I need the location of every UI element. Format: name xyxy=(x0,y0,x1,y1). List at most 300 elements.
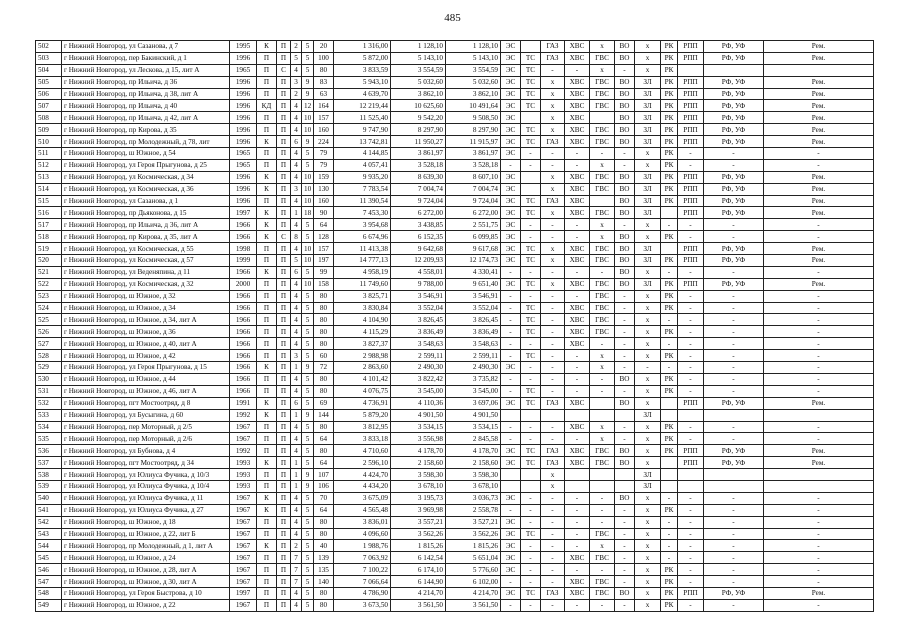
table-cell: 7 453,30 xyxy=(334,207,391,219)
table-row xyxy=(36,290,874,302)
table-row xyxy=(36,76,874,88)
table-cell: 7 100,22 xyxy=(334,564,391,576)
table-cell: 80 xyxy=(314,516,334,528)
table-cell: 20 xyxy=(314,41,334,53)
table-cell: 3 825,71 xyxy=(334,290,391,302)
table-cell: 8 607,10 xyxy=(446,171,501,183)
table-cell: П xyxy=(277,445,291,457)
table-cell: ТС xyxy=(521,88,541,100)
table-cell: П xyxy=(277,266,291,278)
table-cell: - xyxy=(764,148,874,160)
table-cell: 3 827,37 xyxy=(334,338,391,350)
table-cell: - xyxy=(764,159,874,171)
table-cell: 6 674,96 xyxy=(334,231,391,243)
table-cell: 80 xyxy=(314,421,334,433)
table-cell: 1 xyxy=(291,480,302,492)
table-cell: ЭС xyxy=(501,552,521,564)
table-cell: П xyxy=(277,409,291,421)
table-cell: ЗЛ xyxy=(635,124,661,136)
table-cell: 80 xyxy=(314,338,334,350)
table-cell: 4 xyxy=(291,587,302,599)
table-cell xyxy=(565,409,590,421)
table-cell: 1996 xyxy=(230,100,257,112)
table-cell: ХВС xyxy=(565,195,590,207)
table-cell: 10 xyxy=(302,183,314,195)
table-cell xyxy=(590,469,615,481)
table-cell: 6 152,35 xyxy=(391,231,446,243)
table-cell: ГВС xyxy=(590,207,615,219)
table-cell: 5 xyxy=(291,52,302,64)
table-cell: - xyxy=(678,373,704,385)
table-cell: К xyxy=(257,41,277,53)
table-cell: - xyxy=(661,219,678,231)
table-cell: 11 749,60 xyxy=(334,278,391,290)
table-cell: 160 xyxy=(314,124,334,136)
table-row xyxy=(36,159,874,171)
table-cell: 1967 xyxy=(230,504,257,516)
table-cell: П xyxy=(257,576,277,588)
table-cell: - xyxy=(590,564,615,576)
table-cell: 5 xyxy=(302,433,314,445)
table-cell: РФ, УФ xyxy=(704,124,764,136)
table-cell: - xyxy=(764,576,874,588)
table-cell: - xyxy=(541,302,565,314)
table-row xyxy=(36,528,874,540)
table-cell: - xyxy=(704,564,764,576)
table-cell: ТС xyxy=(521,100,541,112)
table-cell: ХВС xyxy=(565,76,590,88)
table-cell: П xyxy=(257,76,277,88)
table-cell: 159 xyxy=(314,171,334,183)
table-cell: 7 xyxy=(291,564,302,576)
table-cell: - xyxy=(521,231,541,243)
table-cell: П xyxy=(277,421,291,433)
table-cell: 1998 xyxy=(230,243,257,255)
table-cell: П xyxy=(277,587,291,599)
table-cell: ТС xyxy=(521,64,541,76)
table-cell: РФ, УФ xyxy=(704,587,764,599)
table-cell: 541 xyxy=(36,504,62,516)
table-cell: ТС xyxy=(521,445,541,457)
table-cell: ГАЗ xyxy=(541,457,565,469)
table-cell: - xyxy=(521,576,541,588)
table-cell: РПП xyxy=(678,41,704,53)
table-cell: х xyxy=(635,385,661,397)
table-cell: 4 xyxy=(291,195,302,207)
table-cell: 516 xyxy=(36,207,62,219)
table-cell: г Нижний Новгород, пр Кирова, д 35, лит А xyxy=(62,231,230,243)
table-cell: 3 812,95 xyxy=(334,421,391,433)
table-cell: 5 xyxy=(302,457,314,469)
table-cell: 5 xyxy=(302,587,314,599)
table-cell: - xyxy=(764,599,874,611)
table-cell: 7 066,64 xyxy=(334,576,391,588)
housing-registry-table xyxy=(35,40,874,612)
table-cell: х xyxy=(635,350,661,362)
table-cell: - xyxy=(541,64,565,76)
table-cell: 507 xyxy=(36,100,62,112)
table-cell: 518 xyxy=(36,231,62,243)
table-cell xyxy=(764,480,874,492)
table-cell: х xyxy=(541,183,565,195)
table-cell: 135 xyxy=(314,564,334,576)
table-cell: 5 xyxy=(302,326,314,338)
table-cell: - xyxy=(678,599,704,611)
table-cell: 2 599,11 xyxy=(391,350,446,362)
table-cell: ГВС xyxy=(590,88,615,100)
table-cell: г Нижний Новгород, ул Космическая, д 32 xyxy=(62,278,230,290)
table-cell: П xyxy=(277,516,291,528)
table-cell: 2 xyxy=(291,88,302,100)
table-cell: - xyxy=(704,421,764,433)
table-cell xyxy=(661,409,678,421)
table-cell: - xyxy=(541,385,565,397)
table-cell: РК xyxy=(661,302,678,314)
table-cell: 3 xyxy=(291,183,302,195)
table-cell: - xyxy=(678,290,704,302)
table-cell: 10 xyxy=(302,195,314,207)
table-cell: 1996 xyxy=(230,171,257,183)
table-cell: РПП xyxy=(678,76,704,88)
table-cell: ХВС xyxy=(565,576,590,588)
table-cell: 7 783,54 xyxy=(334,183,391,195)
table-cell: 83 xyxy=(314,76,334,88)
table-cell: 5 032,60 xyxy=(446,76,501,88)
table-cell: 3 438,85 xyxy=(391,219,446,231)
table-cell: 4 xyxy=(291,124,302,136)
table-cell: ВО xyxy=(615,266,635,278)
table-cell: - xyxy=(615,564,635,576)
table-cell: 99 xyxy=(314,266,334,278)
table-cell: 11 413,38 xyxy=(334,243,391,255)
table-cell: 40 xyxy=(314,540,334,552)
table-cell: - xyxy=(704,350,764,362)
table-cell: РФ, УФ xyxy=(704,136,764,148)
table-cell: - xyxy=(704,314,764,326)
table-cell: Рем. xyxy=(764,278,874,290)
table-cell: РФ, УФ xyxy=(704,457,764,469)
table-cell: 3 675,09 xyxy=(334,492,391,504)
table-cell: ЭС xyxy=(501,52,521,64)
table-cell: 4 110,36 xyxy=(391,397,446,409)
table-cell: 4 xyxy=(291,290,302,302)
table-cell: 4 958,19 xyxy=(334,266,391,278)
table-cell: г Нижний Новгород, ул Героя Быстрова, д 10 xyxy=(62,587,230,599)
table-cell: 4 330,41 xyxy=(446,266,501,278)
table-cell: 1992 xyxy=(230,409,257,421)
table-cell: - xyxy=(678,302,704,314)
table-cell xyxy=(521,112,541,124)
table-cell: - xyxy=(590,516,615,528)
table-cell: 504 xyxy=(36,64,62,76)
table-cell: ЗЛ xyxy=(635,243,661,255)
table-cell xyxy=(590,409,615,421)
table-cell: - xyxy=(541,564,565,576)
table-cell: 1 xyxy=(291,469,302,481)
table-cell: РК xyxy=(661,350,678,362)
table-cell: ГВС xyxy=(590,528,615,540)
table-cell: 1 xyxy=(291,362,302,374)
table-row xyxy=(36,41,874,53)
table-cell: 8 xyxy=(291,231,302,243)
table-cell: ВО xyxy=(615,52,635,64)
table-cell: ХВС xyxy=(565,397,590,409)
table-cell: - xyxy=(764,492,874,504)
table-cell: 1 xyxy=(291,409,302,421)
table-cell: РПП xyxy=(678,397,704,409)
table-row xyxy=(36,587,874,599)
table-cell: 79 xyxy=(314,148,334,160)
table-cell: ЭС xyxy=(501,457,521,469)
table-cell: ЭС xyxy=(501,41,521,53)
table-cell: 5 xyxy=(291,255,302,267)
table-cell: 1966 xyxy=(230,385,257,397)
table-cell: 524 xyxy=(36,302,62,314)
table-cell: 544 xyxy=(36,540,62,552)
table-cell: Рем. xyxy=(764,445,874,457)
table-cell: 546 xyxy=(36,564,62,576)
table-cell: 3 678,10 xyxy=(391,480,446,492)
table-cell: - xyxy=(590,148,615,160)
table-cell: ЗЛ xyxy=(635,183,661,195)
table-cell: 9 508,50 xyxy=(446,112,501,124)
table-cell: 90 xyxy=(314,207,334,219)
table-cell: ЗЛ xyxy=(635,207,661,219)
table-cell: ГВС xyxy=(590,278,615,290)
table-cell: П xyxy=(277,540,291,552)
table-cell: П xyxy=(277,171,291,183)
table-cell: 526 xyxy=(36,326,62,338)
table-row xyxy=(36,599,874,611)
table-cell: - xyxy=(661,314,678,326)
table-cell: 509 xyxy=(36,124,62,136)
table-cell: 3 548,63 xyxy=(446,338,501,350)
table-cell: 160 xyxy=(314,195,334,207)
table-cell: 5 xyxy=(302,599,314,611)
table-cell: 157 xyxy=(314,243,334,255)
table-cell: 8 297,90 xyxy=(446,124,501,136)
registry-body xyxy=(36,41,874,612)
table-cell: г Нижний Новгород, пр Ильича, д 40 xyxy=(62,100,230,112)
table-cell: РК xyxy=(661,100,678,112)
table-row xyxy=(36,136,874,148)
table-cell: 5 xyxy=(302,421,314,433)
table-cell: 6 142,54 xyxy=(391,552,446,564)
table-cell: ЗЛ xyxy=(635,88,661,100)
table-cell: 5 xyxy=(302,314,314,326)
table-cell: РК xyxy=(661,564,678,576)
table-cell: - xyxy=(704,576,764,588)
table-cell: 140 xyxy=(314,576,334,588)
table-cell: РК xyxy=(661,373,678,385)
table-cell: г Нижний Новгород, пер Моторный, д 2/6 xyxy=(62,433,230,445)
table-cell: 9 542,20 xyxy=(391,112,446,124)
table-cell: - xyxy=(704,516,764,528)
table-cell: г Нижний Новгород, ул Космическая, д 57 xyxy=(62,255,230,267)
table-cell: 5 xyxy=(302,302,314,314)
table-cell xyxy=(764,469,874,481)
table-cell: х xyxy=(590,540,615,552)
table-row xyxy=(36,385,874,397)
table-cell: 4 xyxy=(291,112,302,124)
table-cell: 3 678,10 xyxy=(446,480,501,492)
table-cell: - xyxy=(661,338,678,350)
table-cell: Рем. xyxy=(764,88,874,100)
table-cell: П xyxy=(277,492,291,504)
table-cell: - xyxy=(615,599,635,611)
table-cell: Рем. xyxy=(764,100,874,112)
table-cell: 80 xyxy=(314,599,334,611)
table-cell: - xyxy=(615,385,635,397)
table-cell: 5 xyxy=(302,397,314,409)
table-cell: ХВС xyxy=(565,445,590,457)
table-cell: РФ, УФ xyxy=(704,171,764,183)
table-cell: 3 554,59 xyxy=(391,64,446,76)
table-cell: 3 833,18 xyxy=(334,433,391,445)
table-cell: - xyxy=(704,540,764,552)
table-cell: РК xyxy=(661,433,678,445)
table-cell: - xyxy=(565,266,590,278)
table-cell: х xyxy=(590,159,615,171)
table-cell: - xyxy=(764,338,874,350)
table-cell: 1967 xyxy=(230,564,257,576)
table-cell: - xyxy=(704,231,764,243)
table-cell: 9 724,04 xyxy=(391,195,446,207)
table-cell: РК xyxy=(661,195,678,207)
table-cell: 1996 xyxy=(230,112,257,124)
table-cell: - xyxy=(521,219,541,231)
table-cell: - xyxy=(678,576,704,588)
table-cell: 10 xyxy=(302,255,314,267)
table-cell: г Нижний Новгород, ул Бубнова, д 4 xyxy=(62,445,230,457)
table-cell: 1965 xyxy=(230,148,257,160)
table-cell: - xyxy=(541,326,565,338)
table-cell: ТС xyxy=(521,326,541,338)
table-cell: 1996 xyxy=(230,124,257,136)
table-cell: - xyxy=(678,159,704,171)
table-cell: 2 158,60 xyxy=(446,457,501,469)
table-cell: г Нижний Новгород, пр Кирова, д 35 xyxy=(62,124,230,136)
table-cell: х xyxy=(635,433,661,445)
table-cell: 4 xyxy=(291,504,302,516)
table-cell: 1993 xyxy=(230,457,257,469)
table-cell: Рем. xyxy=(764,457,874,469)
table-cell: - xyxy=(704,362,764,374)
table-cell: 64 xyxy=(314,457,334,469)
table-cell: РПП xyxy=(678,195,704,207)
table-cell: - xyxy=(565,219,590,231)
table-cell: 6 xyxy=(291,266,302,278)
table-cell: К xyxy=(257,492,277,504)
table-cell: П xyxy=(277,255,291,267)
table-cell: - xyxy=(615,326,635,338)
table-cell: - xyxy=(704,385,764,397)
table-cell: - xyxy=(565,373,590,385)
table-cell: - xyxy=(541,266,565,278)
table-cell: РПП xyxy=(678,88,704,100)
table-cell: - xyxy=(704,373,764,385)
table-cell: ЭС xyxy=(501,516,521,528)
table-cell: ХВС xyxy=(565,124,590,136)
table-cell: г Нижний Новгород, пр Ильича, д 38, лит А xyxy=(62,88,230,100)
table-cell xyxy=(704,480,764,492)
table-cell: РПП xyxy=(678,183,704,195)
table-row xyxy=(36,469,874,481)
table-cell: 2 988,98 xyxy=(334,350,391,362)
table-cell: - xyxy=(615,362,635,374)
table-cell: ГВС xyxy=(590,457,615,469)
table-cell: ТС xyxy=(521,76,541,88)
table-cell: 10 625,60 xyxy=(391,100,446,112)
table-cell: 4 558,01 xyxy=(391,266,446,278)
table-cell: РПП xyxy=(678,243,704,255)
table-cell: С xyxy=(277,231,291,243)
table-cell xyxy=(541,409,565,421)
table-cell: 80 xyxy=(314,587,334,599)
table-cell: РК xyxy=(661,385,678,397)
table-cell: ВО xyxy=(615,171,635,183)
table-cell: Рем. xyxy=(764,255,874,267)
table-cell: 1 988,76 xyxy=(334,540,391,552)
table-cell: г Нижний Новгород, пр Ильича, д 36, лит А xyxy=(62,219,230,231)
table-cell: К xyxy=(257,504,277,516)
table-cell: 80 xyxy=(314,64,334,76)
table-cell: ЭС xyxy=(501,492,521,504)
table-cell: 1966 xyxy=(230,266,257,278)
table-cell: ЭС xyxy=(501,219,521,231)
table-cell: - xyxy=(541,421,565,433)
table-cell: 3 195,73 xyxy=(391,492,446,504)
table-cell: ЗЛ xyxy=(635,480,661,492)
table-cell: РПП xyxy=(678,100,704,112)
table-cell: - xyxy=(615,148,635,160)
table-cell: - xyxy=(541,231,565,243)
table-cell: РФ, УФ xyxy=(704,397,764,409)
table-cell: - xyxy=(541,338,565,350)
table-cell: х xyxy=(635,576,661,588)
table-cell: - xyxy=(590,492,615,504)
table-cell: РПП xyxy=(678,445,704,457)
table-cell: ЭС xyxy=(501,124,521,136)
table-cell xyxy=(661,469,678,481)
table-cell: ЗЛ xyxy=(635,409,661,421)
table-cell: 4 xyxy=(291,599,302,611)
table-row xyxy=(36,207,874,219)
table-cell: 540 xyxy=(36,492,62,504)
table-cell: - xyxy=(565,564,590,576)
table-cell: 1965 xyxy=(230,159,257,171)
table-cell: 1991 xyxy=(230,397,257,409)
table-cell: - xyxy=(521,159,541,171)
table-cell: - xyxy=(615,219,635,231)
table-cell: х xyxy=(635,64,661,76)
table-cell: 512 xyxy=(36,159,62,171)
table-cell: ЭС xyxy=(501,183,521,195)
table-cell: 72 xyxy=(314,362,334,374)
table-cell xyxy=(521,480,541,492)
table-cell: 9 xyxy=(302,88,314,100)
table-cell: - xyxy=(764,231,874,243)
table-cell: - xyxy=(565,540,590,552)
table-cell: 4 xyxy=(291,314,302,326)
table-cell: 514 xyxy=(36,183,62,195)
table-cell: - xyxy=(541,552,565,564)
table-cell: ХВС xyxy=(565,338,590,350)
table-cell: - xyxy=(541,599,565,611)
table-cell: - xyxy=(521,266,541,278)
table-cell: - xyxy=(704,599,764,611)
table-cell: ВО xyxy=(615,278,635,290)
